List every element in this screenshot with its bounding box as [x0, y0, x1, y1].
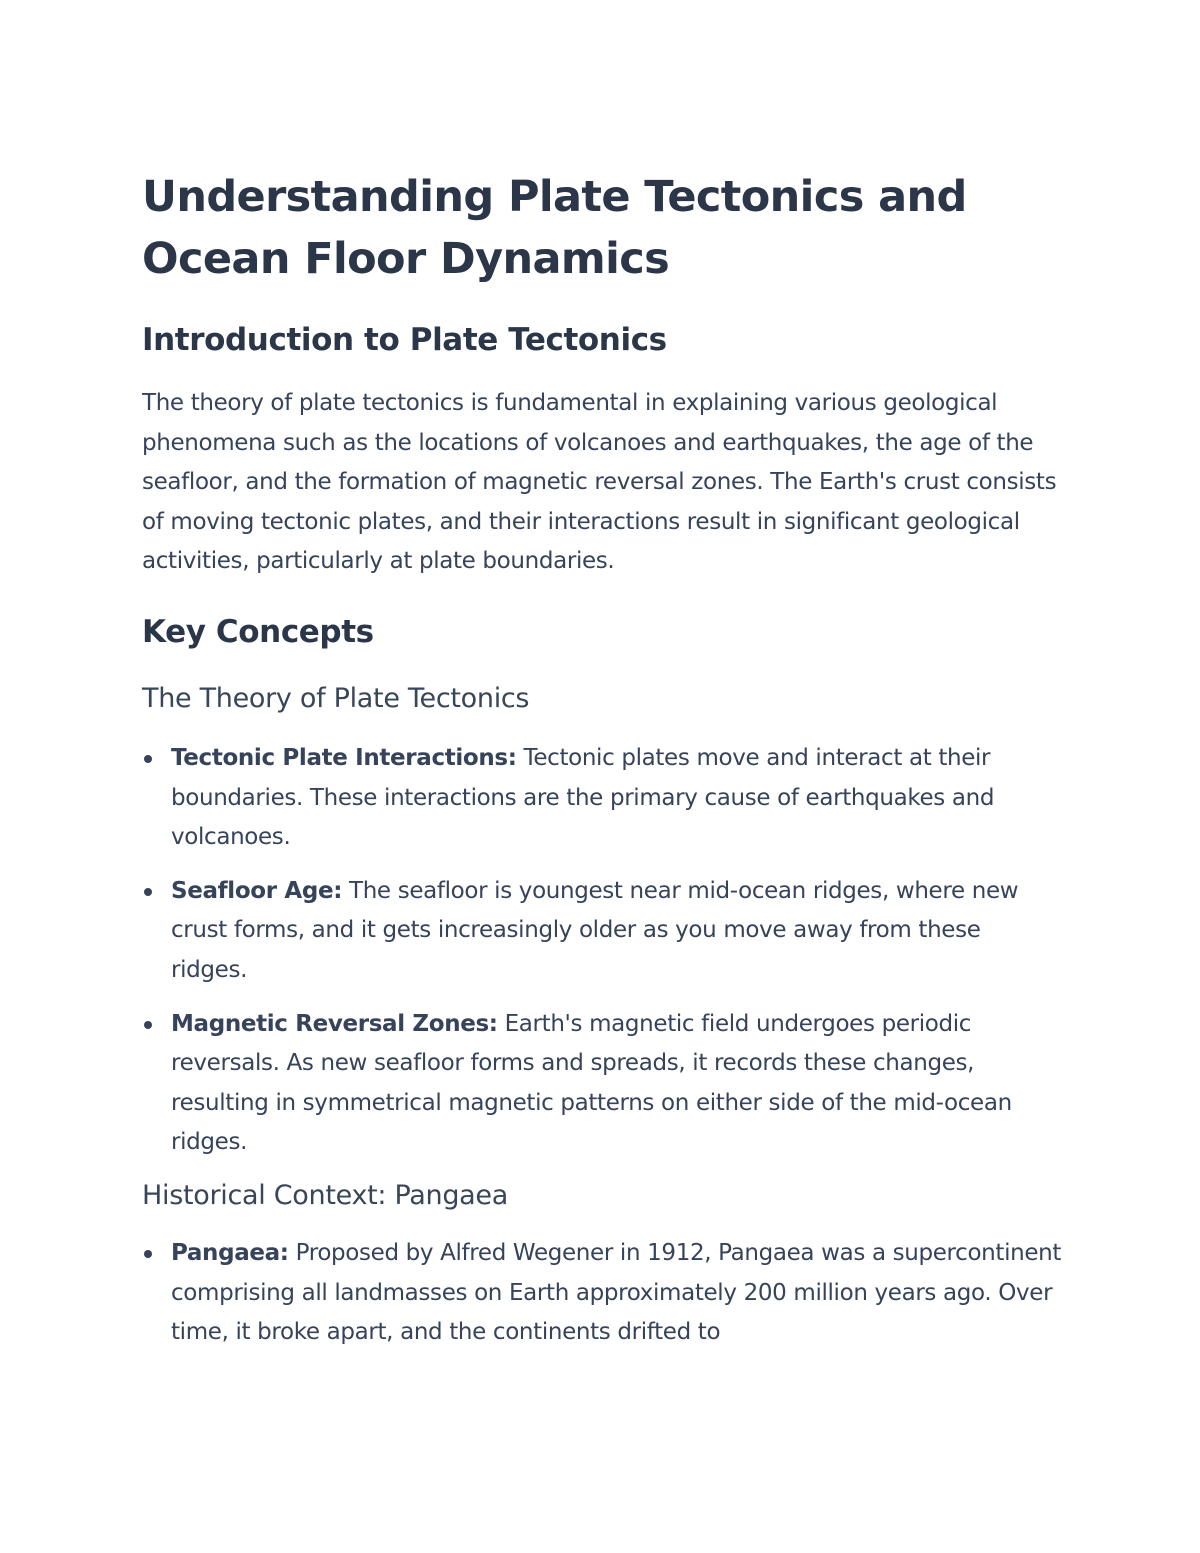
key-concepts-heading: Key Concepts	[142, 613, 374, 650]
list-item-term: Tectonic Plate Interactions:	[171, 744, 517, 771]
list-item-text: Proposed by Alfred Wegener in 1912, Pangaea was a supercontinent comprising all landmasses on Earth approximately 200 million years ago. Over time, it broke apart, and the continents drifted to	[171, 1239, 1062, 1346]
list-item	[142, 1234, 1062, 1353]
bullet-icon	[144, 755, 152, 763]
list-item	[142, 1005, 1062, 1163]
introduction-paragraph: The theory of plate tectonics is fundamental in explaining various geological phenomena such as the locations of volcanoes and earthquakes, the age of the seafloor, and the formation of magnetic reversal zones. The Earth's crust consists of moving tectonic plates, and their interactions result in significant geological activities, particularly at plate boundaries.	[142, 390, 1057, 575]
list-item-text: Tectonic plates move and interact at their boundaries. These interactions are the primary cause of earthquakes and volcanoes.	[171, 744, 995, 851]
list-item-term: Pangaea:	[171, 1239, 289, 1266]
list-item-text: Earth's magnetic field undergoes periodic reversals. As new seafloor forms and spreads, it records these changes, resulting in symmetrical magnetic patterns on either side of the mid-ocean ridges.	[171, 1010, 1012, 1156]
theory-subheading: The Theory of Plate Tectonics	[142, 682, 530, 714]
bullet-icon	[144, 1021, 152, 1029]
introduction-heading: Introduction to Plate Tectonics	[142, 322, 667, 358]
bullet-icon	[144, 888, 152, 896]
historical-context-list	[142, 1234, 1062, 1353]
theory-concepts-list	[142, 739, 1062, 1163]
list-item	[142, 739, 1062, 858]
list-item	[142, 872, 1062, 991]
document-title: Understanding Plate Tectonics and Ocean Floor Dynamics	[142, 172, 967, 284]
document-page	[142, 166, 1062, 1353]
historical-context-subheading: Historical Context: Pangaea	[142, 1179, 508, 1211]
list-item-term: Seafloor Age:	[171, 877, 343, 904]
list-item-text: The seafloor is youngest near mid-ocean ridges, where new crust forms, and it gets increasingly older as you move away from these ridges.	[171, 877, 1019, 983]
bullet-icon	[144, 1250, 152, 1258]
list-item-term: Magnetic Reversal Zones:	[171, 1010, 498, 1037]
